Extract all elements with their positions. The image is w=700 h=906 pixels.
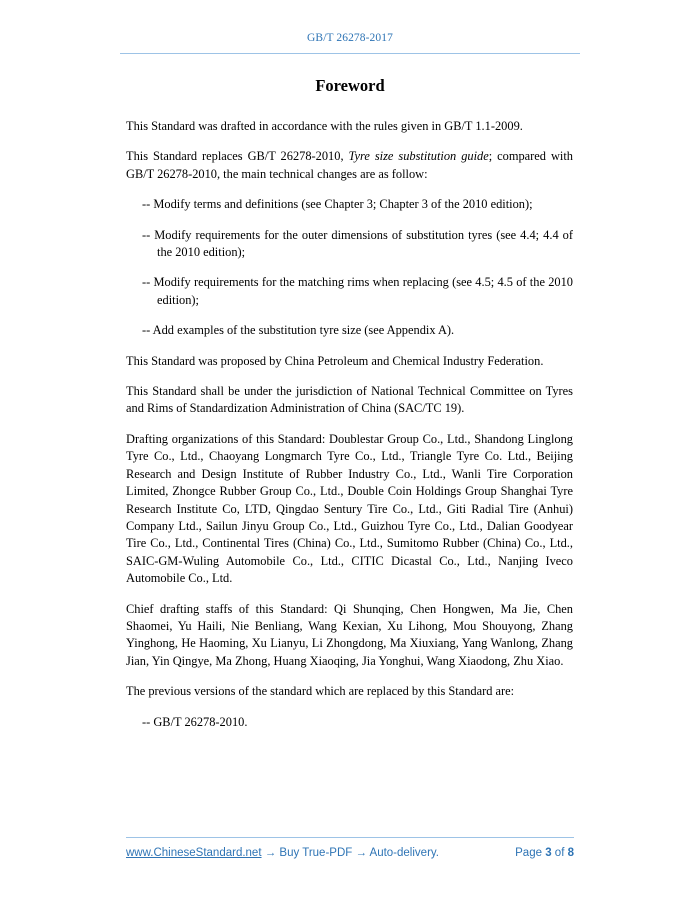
header-divider — [120, 53, 580, 54]
page-label: Page — [515, 847, 546, 859]
paragraph-jurisdiction: This Standard shall be under the jurisdiction of National Technical Committee on Tyres and Rims of Standardization Administration of China (SAC/TC 19). — [126, 384, 573, 416]
paragraph-drafting-staffs: Chief drafting staffs of this Standard: Qi Shunqing, Chen Hongwen, Ma Jie, Chen Shaomei, Yu Haili, Nie Benliang, Wang Kexian, Xu Lihong, Mou Shouyong, Zhang Yinghong, He Haoming, Xu Lianyu, Li Zhongdong, Ma Xiuxiang, Yang Wanlong, Zhang Jian, Yin Qingye, Ma Zhong, Huang Xiaoqing, Jia Yonghui, Wang Xiaodong, Zhu Xiao. — [126, 601, 573, 668]
page-current: 3 — [545, 847, 552, 859]
page-footer — [126, 847, 574, 859]
page-title: Foreword — [315, 76, 385, 95]
footer-tagline: → Buy True-PDF → Auto-delivery. — [261, 847, 439, 859]
change-item-matching-rims: -- Modify requirements for the matching rims when replacing (see 4.5; 4.5 of the 2010 edition); — [142, 275, 573, 307]
page-total: 8 — [567, 847, 574, 859]
paragraph-proposed-by: This Standard was proposed by China Petroleum and Chemical Industry Federation. — [126, 353, 544, 368]
page-indicator — [515, 847, 574, 859]
previous-version-item: -- GB/T 26278-2010. — [142, 714, 248, 729]
change-item-terms: -- Modify terms and definitions (see Chapter 3; Chapter 3 of the 2010 edition); — [142, 197, 533, 212]
paragraph-drafting-organizations: Drafting organizations of this Standard: Doublestar Group Co., Ltd., Shandong Linglong Tyre Co., Ltd., Chaoyang Longmarch Tyre Co., Ltd., Triangle Tyre Co. Ltd., Beijing Research and Design Institute of Rubber Industry Co., Ltd., Wanli Tire Corporation Limited, Zhongce Rubber Group Co., Ltd., Double Coin Holdings Group Shanghai Tyre Research Institute Co, LTD, Qingdao Sentury Tire Co., Ltd., Giti Radial Tire (Anhui) Company Ltd., Sailun Jinyu Group Co., Ltd., Guizhou Tyre Co., Ltd., Dalian Goodyear Tire Co., Ltd., Continental Tires (China) Co., Ltd., Sumitomo Rubber (China) Co., Ltd., SAIC-GM-Wuling Automobile Co., Ltd., CITIC Dicastal Co., Ltd., Nanjing Iveco Automobile Co., Ltd. — [126, 431, 573, 586]
page-of-label: of — [551, 847, 568, 859]
footer-divider — [126, 837, 574, 838]
paragraph-previous-versions: The previous versions of the standard which are replaced by this Standard are: — [126, 684, 515, 699]
replaced-standard-title: Tyre size substitution guide — [348, 149, 489, 164]
running-header: GB/T 26278-2017 — [307, 32, 393, 44]
paragraph-drafting-rules: This Standard was drafted in accordance with the rules given in GB/T 1.1-2009. — [126, 119, 523, 133]
paragraph-replaces — [126, 148, 573, 183]
website-link[interactable]: www.ChineseStandard.net — [126, 847, 262, 859]
replaces-text-start: This Standard replaces GB/T 26278-2010, — [126, 149, 349, 164]
document-body — [126, 118, 573, 744]
change-item-examples: -- Add examples of the substitution tyre size (see Appendix A). — [142, 323, 455, 338]
change-item-outer-dimensions: -- Modify requirements for the outer dimensions of substitution tyres (see 4.4; 4.4 of the 2010 edition); — [142, 227, 573, 260]
replaces-text-end: ; compared with GB/T 26278-2010, the main technical changes are as follow: — [126, 149, 573, 181]
